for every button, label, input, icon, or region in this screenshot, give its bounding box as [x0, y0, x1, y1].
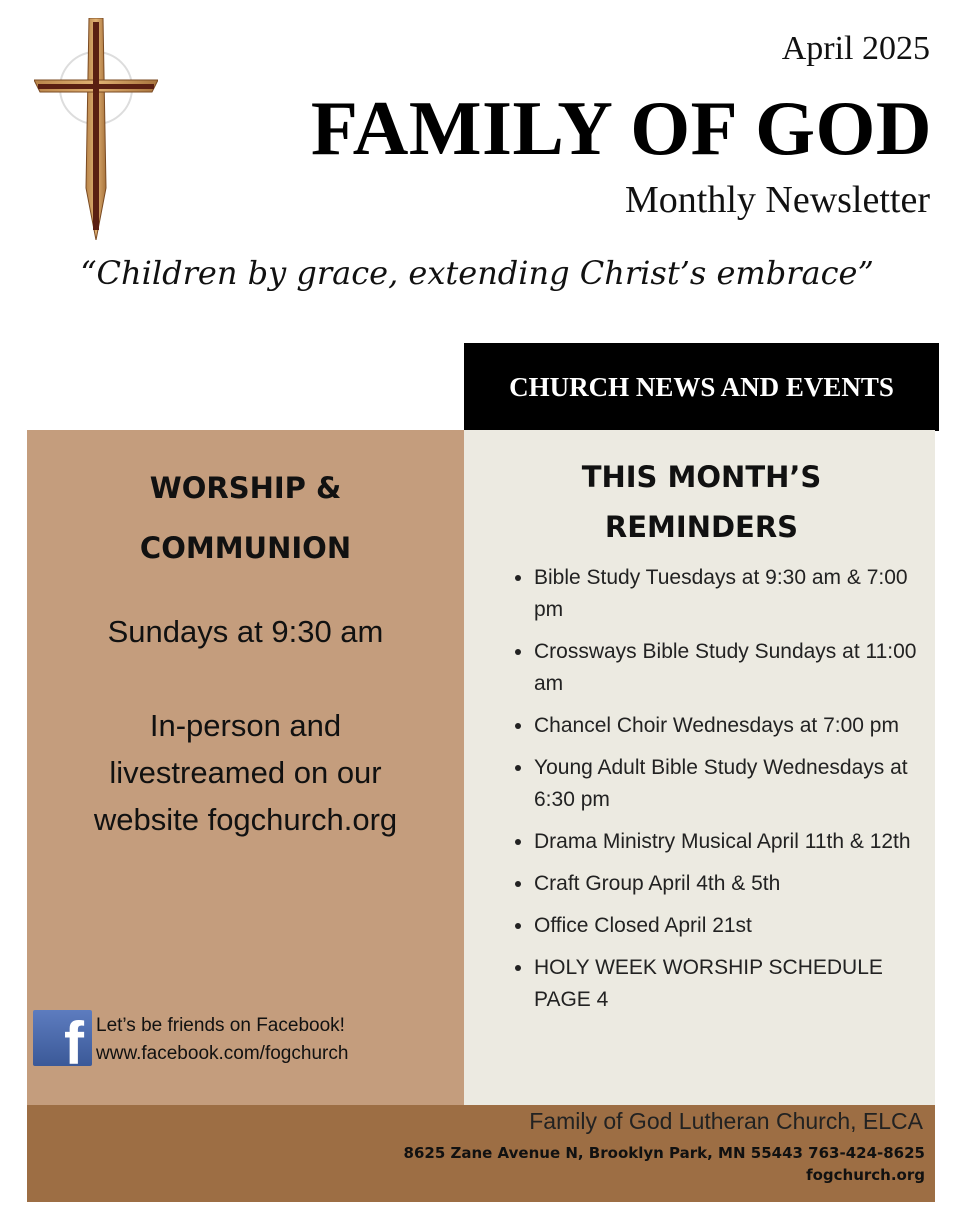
- worship-details-line2: livestreamed on our: [109, 755, 382, 790]
- facebook-icon[interactable]: f: [33, 1010, 92, 1066]
- facebook-text: [96, 1012, 348, 1068]
- church-address: 8625 Zane Avenue N, Brooklyn Park, MN 55443 763-424-8625: [403, 1144, 925, 1162]
- list-item: • Chancel Choir Wednesdays at 7:00 pm: [534, 710, 934, 742]
- worship-details: [27, 702, 464, 843]
- list-item: • Drama Ministry Musical April 11th & 12th: [534, 826, 934, 858]
- newsletter-subtitle: Monthly Newsletter: [624, 179, 930, 221]
- tagline: “Children by grace, extending Christ’s embrace”: [80, 254, 874, 292]
- reminders-panel: [464, 430, 935, 1105]
- worship-details-line3: website fogchurch.org: [93, 802, 398, 837]
- worship-title-line1: WORSHIP &: [149, 471, 342, 505]
- footer: [27, 1105, 935, 1202]
- facebook-invite: Let’s be friends on Facebook!: [96, 1015, 345, 1036]
- facebook-link[interactable]: www.facebook.com/fogchurch: [96, 1043, 349, 1064]
- worship-time: Sundays at 9:30 am: [107, 614, 384, 649]
- newsletter-title: FAMILY OF GOD: [310, 85, 932, 171]
- worship-title: [27, 458, 464, 578]
- list-item: • Craft Group April 4th & 5th: [534, 868, 934, 900]
- church-name: Family of God Lutheran Church, ELCA: [529, 1108, 923, 1134]
- news-events-header: CHURCH NEWS AND EVENTS: [464, 343, 939, 431]
- list-item: • Office Closed April 21st: [534, 910, 934, 942]
- worship-title-line2: COMMUNION: [139, 531, 352, 565]
- reminders-title-line1: THIS MONTH’S: [581, 460, 822, 494]
- list-item: • Bible Study Tuesdays at 9:30 am & 7:00 pm: [534, 562, 934, 626]
- worship-panel: [27, 430, 464, 1105]
- reminders-list: [506, 562, 934, 1026]
- cross-logo: [34, 18, 158, 240]
- worship-details-line1: In-person and: [149, 708, 342, 743]
- list-item: • Young Adult Bible Study Wednesdays at 6:30 pm: [534, 752, 934, 816]
- reminders-title-line2: REMINDERS: [604, 510, 799, 544]
- church-website[interactable]: fogchurch.org: [806, 1166, 925, 1184]
- issue-date: April 2025: [781, 30, 930, 67]
- list-item: • Crossways Bible Study Sundays at 11:00 am: [534, 636, 934, 700]
- list-item: • HOLY WEEK WORSHIP SCHEDULE PAGE 4: [534, 952, 934, 1016]
- reminders-title: [464, 452, 939, 552]
